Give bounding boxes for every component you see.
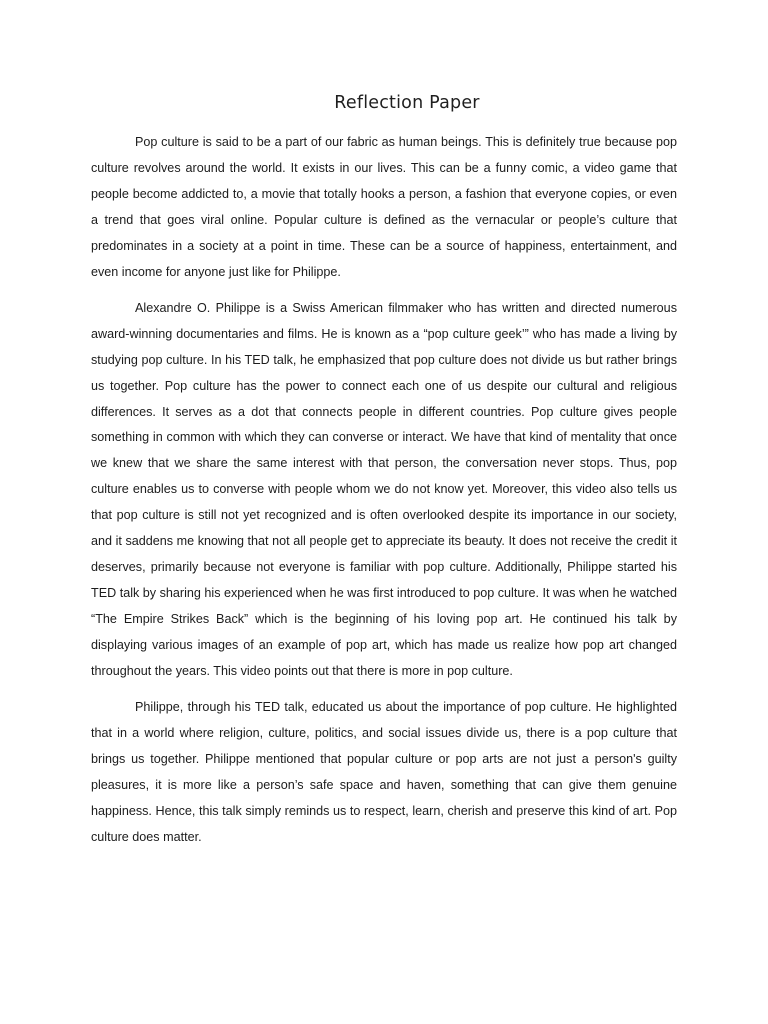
paragraph-intro: Pop culture is said to be a part of our fabric as human beings. This is definitely true because pop culture revolves around the world. It exists in our lives. This can be a funny comic, a video game that people become addicted to, a movie that totally hooks a person, a fashion that everyone copies, or even a trend that goes viral online. Popular culture is defined as the vernacular or people’s culture that predominates in a society at a point in time. These can be a source of happiness, entertainment, and even income for anyone just like for Philippe. (91, 135, 677, 279)
document-body (91, 130, 677, 861)
paragraph-conclusion: Philippe, through his TED talk, educated us about the importance of pop culture. He highlighted that in a world where religion, culture, politics, and social issues divide us, there is a pop culture that brings us together. Philippe mentioned that popular culture or pop arts are not just a person's guilty pleasures, it is more like a person’s safe space and haven, something that can give them genuine happiness. Hence, this talk simply reminds us to respect, learn, cherish and preserve this kind of art. Pop culture does matter. (91, 700, 677, 844)
page-title: Reflection Paper (334, 93, 480, 113)
paragraph-philippe-talk: Alexandre O. Philippe is a Swiss American filmmaker who has written and directed numerous award-winning documentaries and films. He is known as a “pop culture geek’” who has made a living by studying pop culture. In his TED talk, he emphasized that pop culture does not divide us but rather brings us together. Pop culture has the power to connect each one of us despite our cultural and religious differences. It serves as a dot that connects people in different countries. Pop culture gives people something in common with which they can converse or interact. We have that kind of mentality that once we knew that we share the same interest with that person, the conversation never stops. Thus, pop culture enables us to converse with people whom we do not know yet. Moreover, this video also tells us that pop culture is still not yet recognized and is often overlooked despite its importance in our society, and it saddens me knowing that not all people get to appreciate its beauty. It does not receive the credit it deserves, primarily because not everyone is familiar with pop culture. Additionally, Philippe started his TED talk by sharing his experienced when he was first introduced to pop culture. It was when he watched “The Empire Strikes Back” which is the beginning of his loving pop art. He continued his talk by displaying various images of an example of pop art, which has made us realize how pop art changed throughout the years. This video points out that there is more in pop culture. (91, 300, 677, 678)
